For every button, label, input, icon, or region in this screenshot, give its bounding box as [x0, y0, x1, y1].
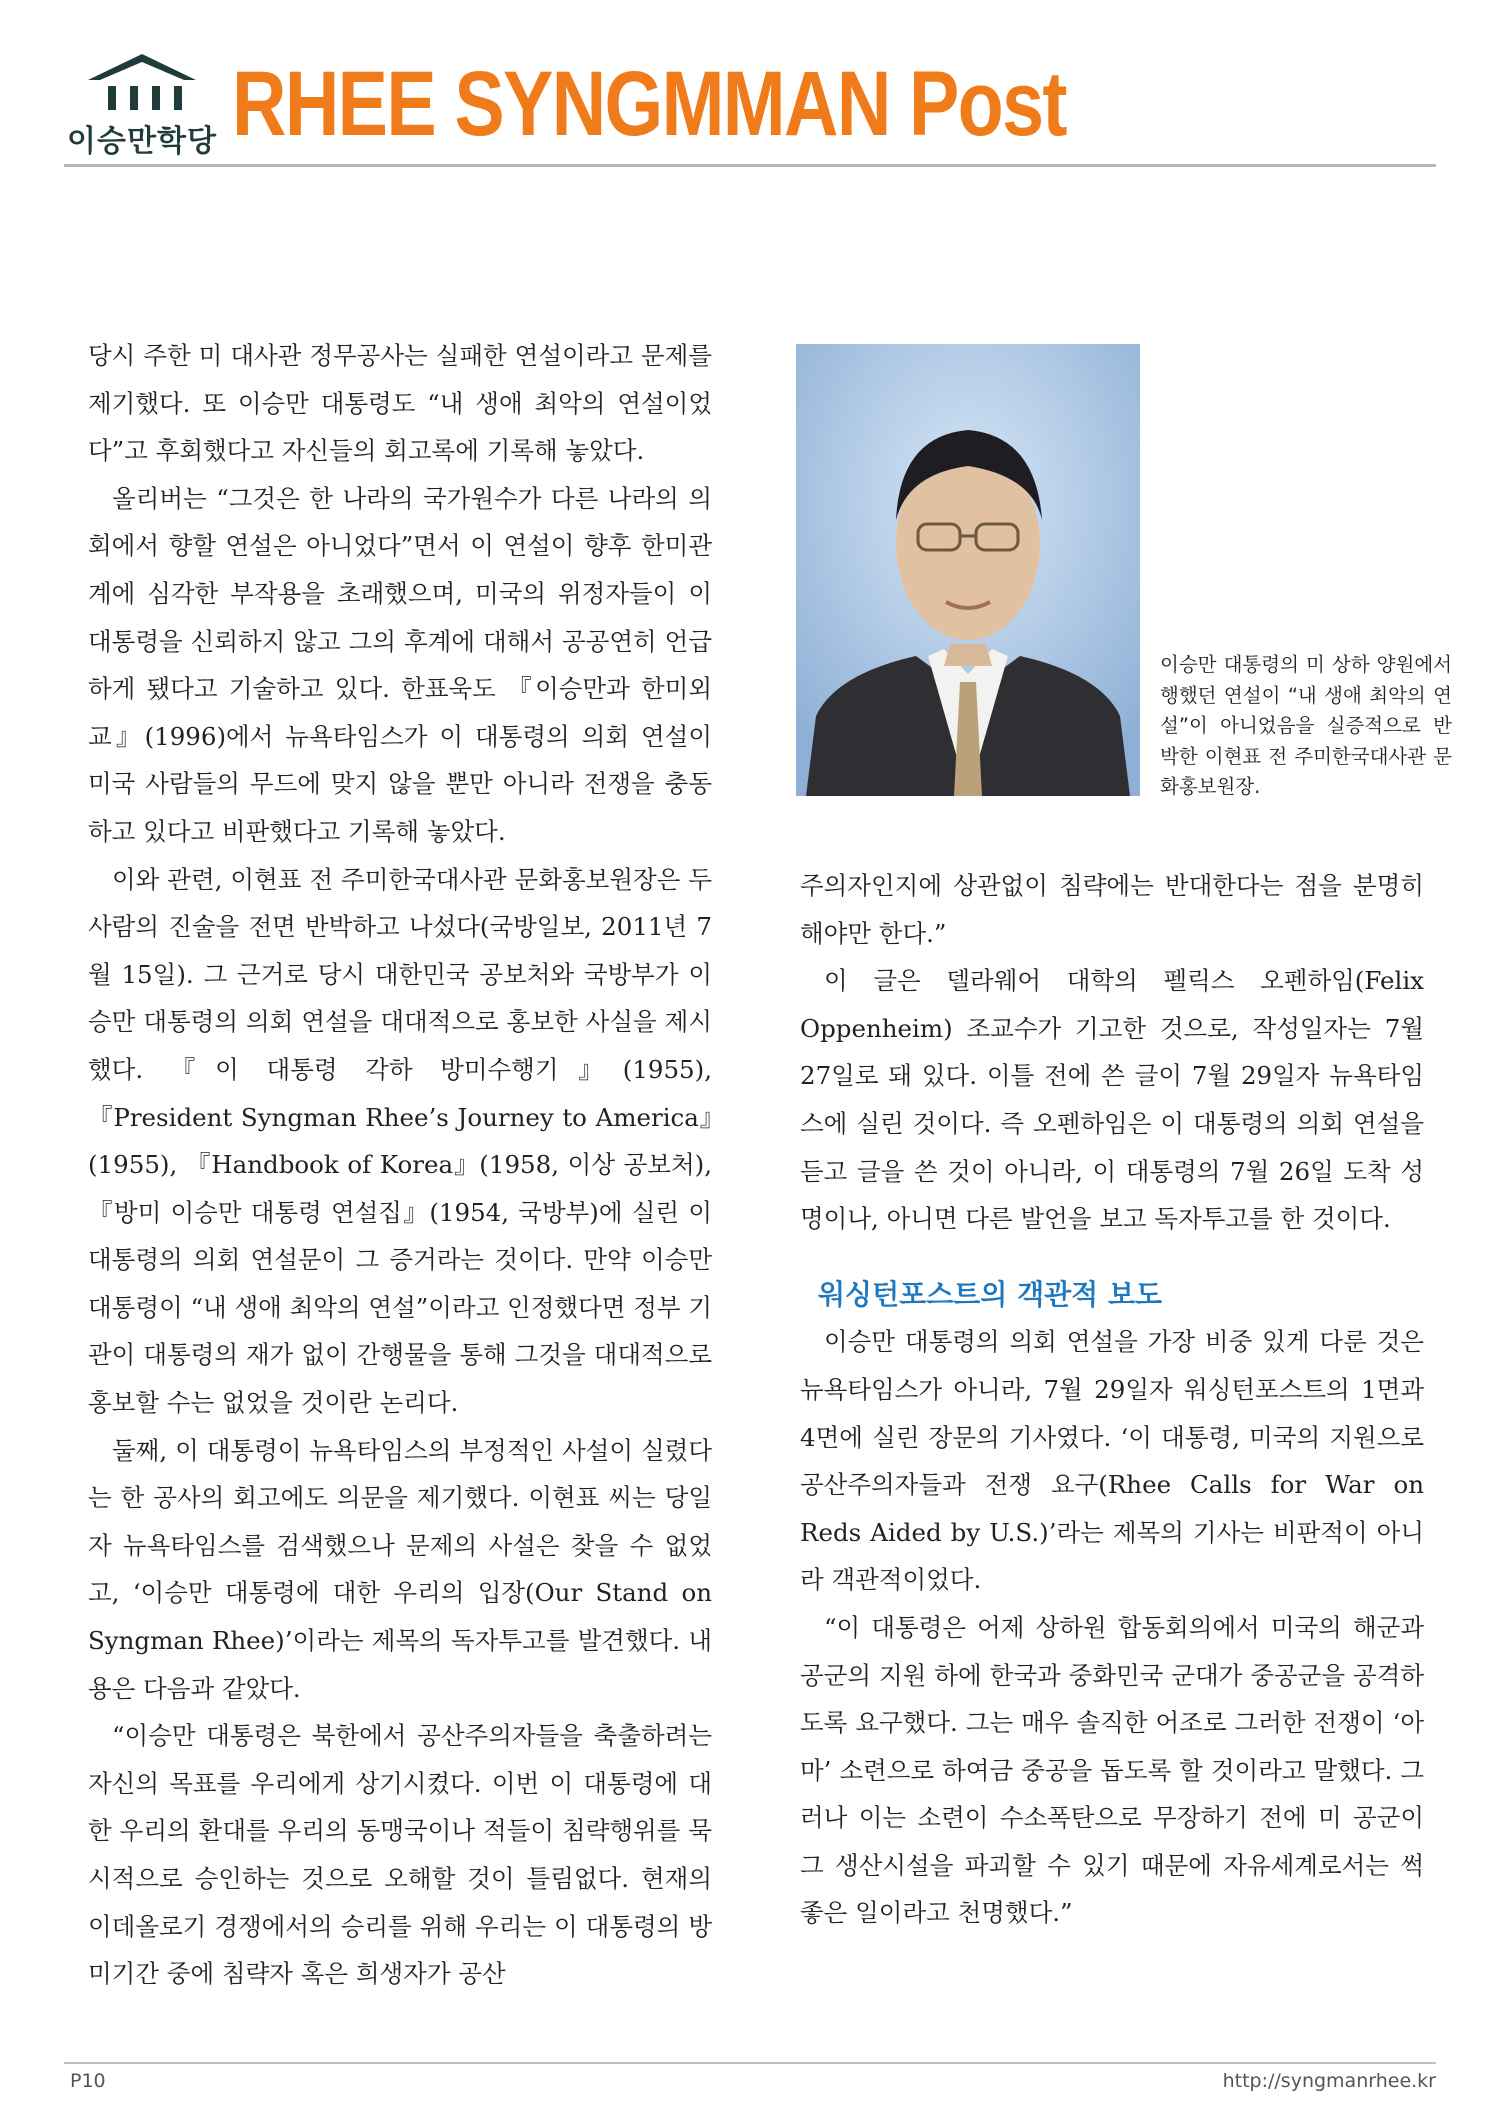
paragraph: “이승만 대통령은 북한에서 공산주의자들을 축출하려는 자신의 목표를 우리에게 상기시켰다. 이번 이 대통령에 대한 우리의 환대를 우리의 동맹국이나 적들이 침략행위를 묵시적으로 승인하는 것으로 오해할 것이 틀림없다. 현재의 이데올로기 경쟁에서의 승리를 위해 우리는 이 대통령의 방미기간 중에 침략자 혹은 희생자가 공산 [88, 1721, 712, 1989]
section-heading: 워싱턴포스트의 객관적 보도 [818, 1277, 1163, 1311]
publication-title: RHEE SYNGMMAN Post [232, 53, 1066, 155]
paragraph: 당시 주한 미 대사관 정무공사는 실패한 연설이라고 문제를 제기했다. 또 이승만 대통령도 “내 생애 최악의 연설이었다”고 후회했다고 자신들의 회고록에 기록해 놓았다. [88, 341, 712, 466]
logo [64, 44, 220, 160]
paragraph: 이승만 대통령의 의회 연설을 가장 비중 있게 다룬 것은 뉴욕타임스가 아니라, 7월 29일자 워싱턴포스트의 1면과 4면에 실린 장문의 기사였다. ‘이 대통령, 미국의 지원으로 공산주의자들과 전쟁 요구(Rhee Calls for War on Reds Aided by U.S.)’라는 제목의 기사는 비판적이 아니라 객관적이었다. [800, 1327, 1424, 1595]
paragraph: 주의자인지에 상관없이 침략에는 반대한다는 점을 분명히 해야만 한다.” [800, 871, 1424, 948]
left-column [88, 332, 712, 1998]
portrait-image [796, 344, 1140, 796]
academy-roof-icon [84, 50, 200, 116]
logo-text: 이승만학당 [67, 124, 217, 159]
paragraph: 이 글은 델라웨어 대학의 펠릭스 오펜하임(Felix Oppenheim) 조교수가 기고한 것으로, 작성일자는 7월 27일로 돼 있다. 이틀 전에 쓴 글이 7월 29일자 뉴욕타임스에 실린 것이다. 즉 오펜하임은 이 대통령의 의회 연설을 듣고 글을 쓴 것이 아니라, 이 대통령의 7월 26일 도착 성명이나, 아니면 다른 발언을 보고 독자투고를 한 것이다. [800, 966, 1424, 1234]
photo-caption: 이승만 대통령의 미 상하 양원에서 행했던 연설이 “내 생애 최악의 연설”이 아니었음을 실증적으로 반박한 이현표 전 주미한국대사관 문화홍보원장. [1160, 653, 1452, 798]
right-column [800, 862, 1424, 1937]
paragraph: 둘째, 이 대통령이 뉴욕타임스의 부정적인 사설이 실렸다는 한 공사의 회고에도 의문을 제기했다. 이현표 씨는 당일 자 뉴욕타임스를 검색했으나 문제의 사설은 찾을 수 없었고, ‘이승만 대통령에 대한 우리의 입장(Our Stand on Syngman Rhee)’이라는 제목의 독자투고를 발견했다. 내용은 다음과 같았다. [88, 1435, 712, 1703]
masthead [64, 44, 1436, 166]
portrait-photo [796, 344, 1140, 796]
page-number: P10 [70, 2070, 106, 2092]
paragraph: 올리버는 “그것은 한 나라의 국가원수가 다른 나라의 의회에서 향할 연설은 아니었다”면서 이 연설이 향후 한미관계에 심각한 부작용을 초래했으며, 미국의 위정자들이 이 대통령을 신뢰하지 않고 그의 후계에 대해서 공공연히 언급하게 됐다고 기술하고 있다. 한표욱도 『이승만과 한미외교』(1996)에서 뉴욕타임스가 이 대통령의 의회 연설이 미국 사람들의 무드에 맞지 않을 뿐만 아니라 전쟁을 충동하고 있다고 비판했다고 기록해 놓았다. [88, 483, 712, 846]
paragraph: “이 대통령은 어제 상하원 합동회의에서 미국의 해군과 공군의 지원 하에 한국과 중화민국 군대가 중공군을 공격하도록 요구했다. 그는 매우 솔직한 어조로 그러한 전쟁이 ‘아마’ 소련으로 하여금 중공을 돕도록 할 것이라고 말했다. 그러나 이는 소련이 수소폭탄으로 무장하기 전에 미 공군이 그 생산시설을 파괴할 수 있기 때문에 자유세계로서는 썩 좋은 일이라고 천명했다.” [800, 1612, 1424, 1928]
header-divider [64, 164, 1436, 167]
footer-divider [64, 2062, 1436, 2064]
website-url: http://syngmanrhee.kr [1222, 2070, 1436, 2092]
paragraph: 이와 관련, 이현표 전 주미한국대사관 문화홍보원장은 두 사람의 진술을 전면 반박하고 나섰다(국방일보, 2011년 7월 15일). 그 근거로 당시 대한민국 공보처와 국방부가 이승만 대통령의 의회 연설을 대대적으로 홍보한 사실을 제시했다. 『이 대통령 각하 방미수행기』(1955), 『President Syngman Rhee’s Journey to America』(1955), 『Handbook of Korea』(1958, 이상 공보처), 『방미 이승만 대통령 연설집』(1954, 국방부)에 실린 이 대통령의 의회 연설문이 그 증거라는 것이다. 만약 이승만 대통령이 “내 생애 최악의 연설”이라고 인정했다면 정부 기관이 대통령의 재가 없이 간행물을 통해 그것을 대대적으로 홍보할 수는 없었을 것이란 논리다. [88, 864, 712, 1418]
